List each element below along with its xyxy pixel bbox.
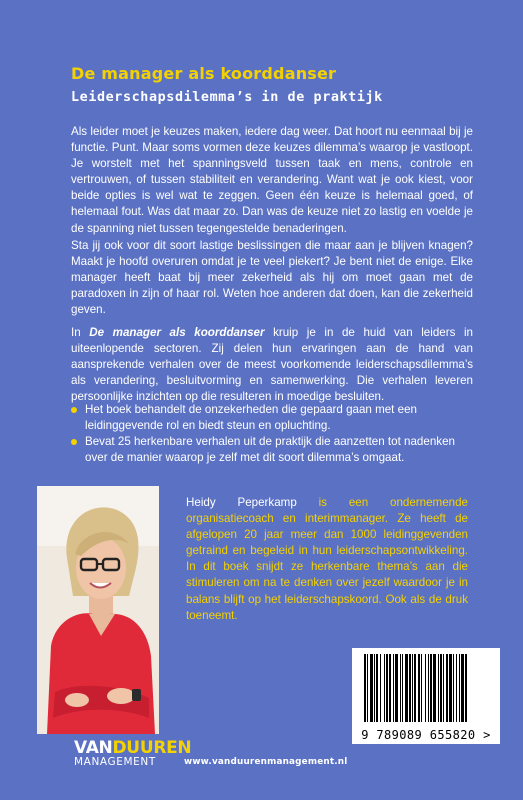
bullet-dot-icon	[71, 407, 77, 413]
list-item	[71, 434, 473, 466]
publisher-url: www.vanduurenmanagement.nl	[184, 757, 348, 767]
author-bio-text: is een ondernemende organisatiecoach en interimmanager. Ze heeft de afgelopen 20 jaar meer dan 1000 leidinggevenden getraind en begeleid in hun leiderschapsontwikkeling. In dit boek snijdt ze herkenbare thema’s aan die stimuleren om na te denken over jezelf waardoor je in balans blijft op het leiderschapskoord. Ook als de druk toeneemt.	[186, 496, 468, 622]
p3-book-title: De manager als koorddanser	[89, 326, 265, 339]
list-item-text: Het boek behandelt de onzekerheden die gepaard gaan met een leidinggevende rol en biedt steun en opluchting.	[85, 403, 417, 433]
barcode-bars	[352, 648, 500, 726]
author-photo	[37, 486, 159, 734]
p3-prefix: In	[71, 326, 81, 339]
intro-paragraph-1: Als leider moet je keuzes maken, iedere dag weer. Dat hoort nu eenmaal bij je functie. Punt. Maar soms vormen deze keuzes dilemma’s waarop je vastloopt. Je worstelt met het spanningsveld tussen taak en mens, controle en vertrouwen, of tussen stabiliteit en verandering. Want wat je ook kiest, voor beide opties is wel wat te zeggen. Geen één keuze is helemaal goed, of helemaal fout. Was dat maar zo. Dan was de keuze niet zo lastig en voelde je de spanning niet tussen tegengestelde benaderingen.	[71, 125, 473, 235]
logo-part-1: VAN	[74, 738, 113, 758]
publisher-logo	[74, 738, 194, 768]
feature-list	[71, 402, 473, 466]
author-name: Heidy Peperkamp	[186, 496, 297, 509]
book-title: De manager als koorddanser	[71, 64, 337, 83]
list-item-text: Bevat 25 herkenbare verhalen uit de praktijk die aanzetten tot nadenken over de manier waarop je zelf met dit soort dilemma’s omgaat.	[85, 435, 455, 465]
publisher-logo-wordmark	[74, 738, 194, 758]
intro-paragraph-2: Sta jij ook voor dit soort lastige beslissingen die maar aan je blijven knagen? Maakt je hoofd overuren omdat je te veel piekert? Je bent niet de enige. Elke manager heeft baat bij meer zekerheid als hij om moet gaan met de paradoxen in zijn of haar rol. Weten hoe anderen dat doen, kan die zekerheid geven.	[71, 239, 473, 317]
author-bio	[186, 495, 468, 624]
publisher-logo-sub: MANAGEMENT	[74, 756, 156, 768]
p3-rest: kruip je in de huid van leiders in uiteenlopende sectoren. Zij delen hun ervaringen aan de hand van aansprekende verhalen over de meest voorkomende leiderschapsdilemma’s als verandering, besluitvorming en samenwerking. Die verhalen leveren persoonlijke inzichten op die resulteren in moedige besluiten.	[71, 326, 473, 404]
isbn-number: 9 789089 655820 >	[361, 728, 491, 742]
book-subtitle: Leiderschapsdilemma’s in de praktijk	[71, 90, 383, 105]
isbn-barcode	[352, 648, 500, 744]
list-item	[71, 402, 473, 434]
logo-part-2: DUUREN	[112, 738, 192, 758]
bullet-dot-icon	[71, 439, 77, 445]
intro-paragraph-3	[71, 325, 473, 405]
